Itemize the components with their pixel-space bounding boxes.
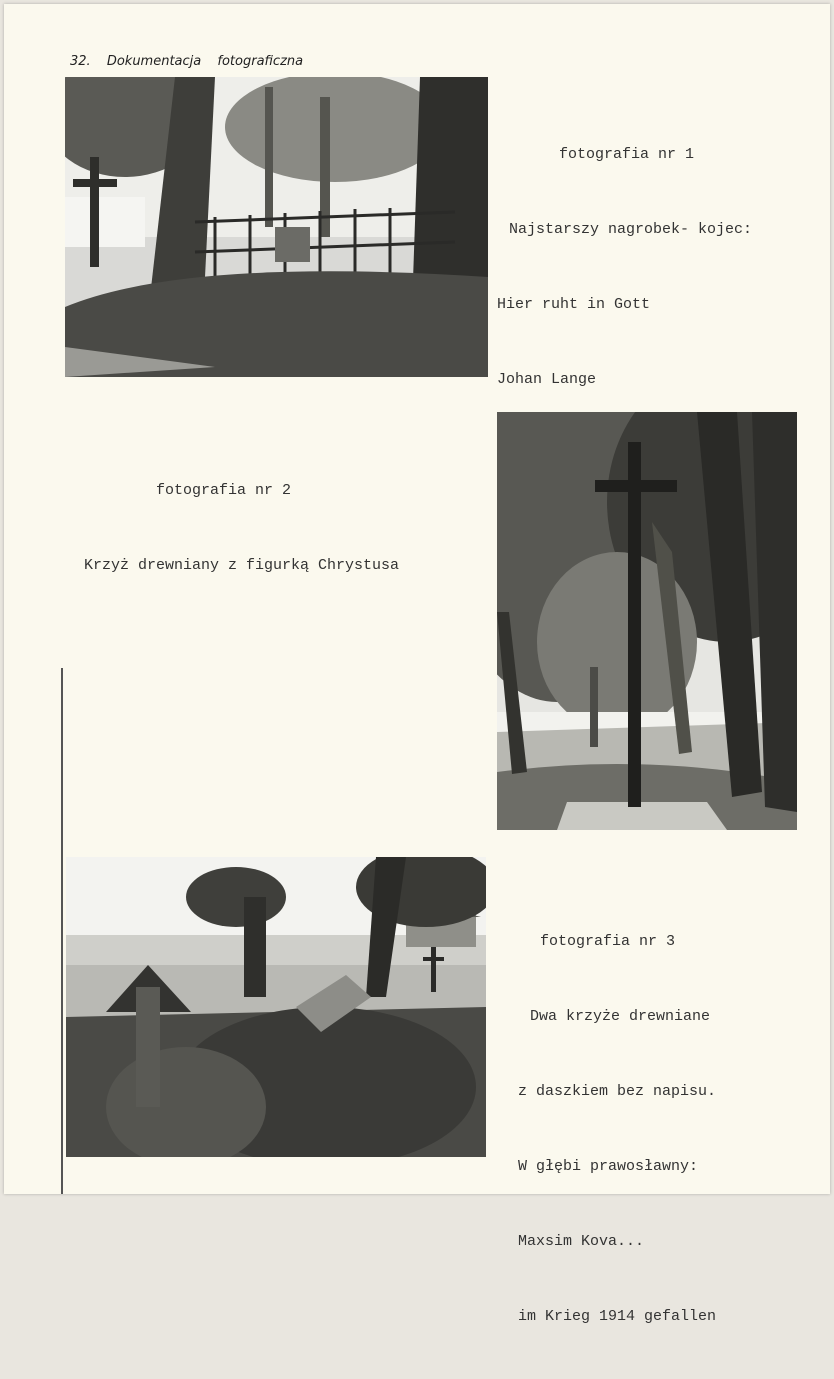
caption-1-line-2: Hier ruht in Gott [497,296,651,313]
caption-photo-2 [84,428,399,628]
page-header [70,54,303,69]
page-number: 32. [70,54,91,69]
caption-3-heading: fotografia nr 3 [540,933,676,950]
caption-3-line-4: Maxsim Kova... [518,1233,645,1250]
caption-1-line-3: Johan Lange [497,371,597,388]
photo-3 [66,857,486,1157]
margin-line [61,668,63,1194]
caption-1-line-1: Najstarszy nagrobek- kojec: [509,221,753,238]
caption-photo-3 [518,879,716,1379]
photo-1 [65,77,488,377]
section-subtitle: fotograficzna [217,54,304,69]
caption-3-line-5: im Krieg 1914 gefallen [518,1308,717,1325]
caption-2-line-1: Krzyż drewniany z figurką Chrystusa [84,557,400,574]
photo-2 [497,412,797,830]
caption-3-line-2: z daszkiem bez napisu. [518,1083,717,1100]
caption-2-heading: fotografia nr 2 [156,482,292,499]
document-page [4,4,830,1325]
caption-1-heading: fotografia nr 1 [559,146,695,163]
caption-3-line-1: Dwa krzyże drewniane [530,1008,711,1025]
section-title: Dokumentacja [106,54,202,69]
caption-3-line-3: W głębi prawosławny: [518,1158,699,1175]
